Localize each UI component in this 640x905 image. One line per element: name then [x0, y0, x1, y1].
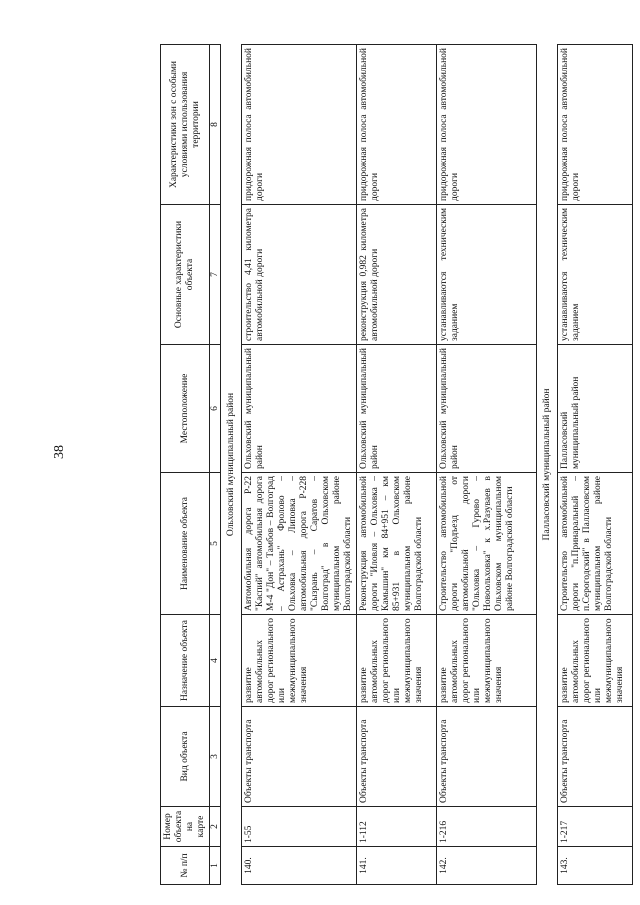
table-row: [437, 45, 537, 885]
zone-characteristics: придорожная полоса автомобильной дороги: [242, 45, 357, 205]
column-number: 3: [210, 707, 221, 807]
header-cell: Основные характеристики объекта: [161, 205, 210, 345]
object-purpose: развитие автомобильных дорог регионального или межмуниципального значения: [242, 615, 357, 707]
zone-characteristics: придорожная полоса автомобильной дороги: [437, 45, 537, 205]
map-number: 1-55: [242, 807, 357, 847]
header-cell: Вид объекта: [161, 707, 210, 807]
rotated-table-container: [160, 45, 625, 885]
header-cell: № п/п: [161, 847, 210, 885]
object-characteristics: устанавливаются техническим заданием: [437, 205, 537, 345]
objects-table: [160, 44, 633, 885]
column-number-row: [210, 45, 221, 885]
section-row: [221, 45, 242, 885]
object-name: Строительство автомобильной дороги "п.Принаральный – п.Серогодский" в Палласовском муниципальном районе Волгоградской области: [558, 473, 633, 615]
page-number: 38: [52, 445, 67, 459]
object-characteristics: устанавливаются техническим заданием: [558, 205, 633, 345]
object-purpose: развитие автомобильных дорог регионального или межмуниципального значения: [558, 615, 633, 707]
object-kind: Объекты транспорта: [558, 707, 633, 807]
map-number: 1-112: [357, 807, 437, 847]
object-location: Ольховский муниципальный район: [357, 345, 437, 473]
column-number: 4: [210, 615, 221, 707]
header-row: [161, 45, 210, 885]
section-title: Ольховский муниципальный район: [221, 45, 242, 885]
column-number: 8: [210, 45, 221, 205]
column-number: 7: [210, 205, 221, 345]
object-name: Реконструкция автомобильной дороги "Иловля – Ольховка – Камышин" км 84+951 – км 85+931 в Ольховском муниципальном районе Волгоградской области: [357, 473, 437, 615]
column-number: 2: [210, 807, 221, 847]
header-cell: Наименование объекта: [161, 473, 210, 615]
object-purpose: развитие автомобильных дорог регионального или межмуниципального значения: [357, 615, 437, 707]
header-cell: Назначение объекта: [161, 615, 210, 707]
object-location: Ольховский муниципальный район: [242, 345, 357, 473]
section-title: Палласовский муниципальный район: [537, 45, 558, 885]
object-purpose: развитие автомобильных дорог регионального или межмуниципального значения: [437, 615, 537, 707]
map-number: 1-216: [437, 807, 537, 847]
object-kind: Объекты транспорта: [357, 707, 437, 807]
object-name: Автомобильная дорога Р-22 "Каспий" автомобильная дорога М-4 "Дон" – Тамбов – Волгоград – Астрахань" Фролово – Ольховка – Липовка – автомобильная дорога Р-228 "Сызрань – Саратов – Волгоград" в Ольховском муниципальном районе Волгоградской области: [242, 473, 357, 615]
object-kind: Объекты транспорта: [242, 707, 357, 807]
map-number: 1-217: [558, 807, 633, 847]
header-cell: Местоположение: [161, 345, 210, 473]
table-row: [558, 45, 633, 885]
column-number: 5: [210, 473, 221, 615]
object-characteristics: строительство 4,41 километра автомобильной дороги: [242, 205, 357, 345]
object-name: Строительство автомобильной дороги "Подъезд от автомобильной дороги "Ольховка – Гурово – Новоольховка" к х.Разуваев в Ольховском муниципальном районе Волгоградской области: [437, 473, 537, 615]
column-number: 1: [210, 847, 221, 885]
table-row: [242, 45, 357, 885]
header-cell: Номер объекта на карте: [161, 807, 210, 847]
header-cell: Характеристики зон с особыми условиями использования территории: [161, 45, 210, 205]
row-number: 140.: [242, 847, 357, 885]
object-location: Палласовский муниципальный район: [558, 345, 633, 473]
object-kind: Объекты транспорта: [437, 707, 537, 807]
row-number: 141.: [357, 847, 437, 885]
row-number: 142.: [437, 847, 537, 885]
object-location: Ольховский муниципальный район: [437, 345, 537, 473]
zone-characteristics: придорожная полоса автомобильной дороги: [357, 45, 437, 205]
section-row: [537, 45, 558, 885]
row-number: 143.: [558, 847, 633, 885]
column-number: 6: [210, 345, 221, 473]
table-row: [357, 45, 437, 885]
zone-characteristics: придорожная полоса автомобильной дороги: [558, 45, 633, 205]
object-characteristics: реконструкция 0,982 километра автомобильной дороги: [357, 205, 437, 345]
